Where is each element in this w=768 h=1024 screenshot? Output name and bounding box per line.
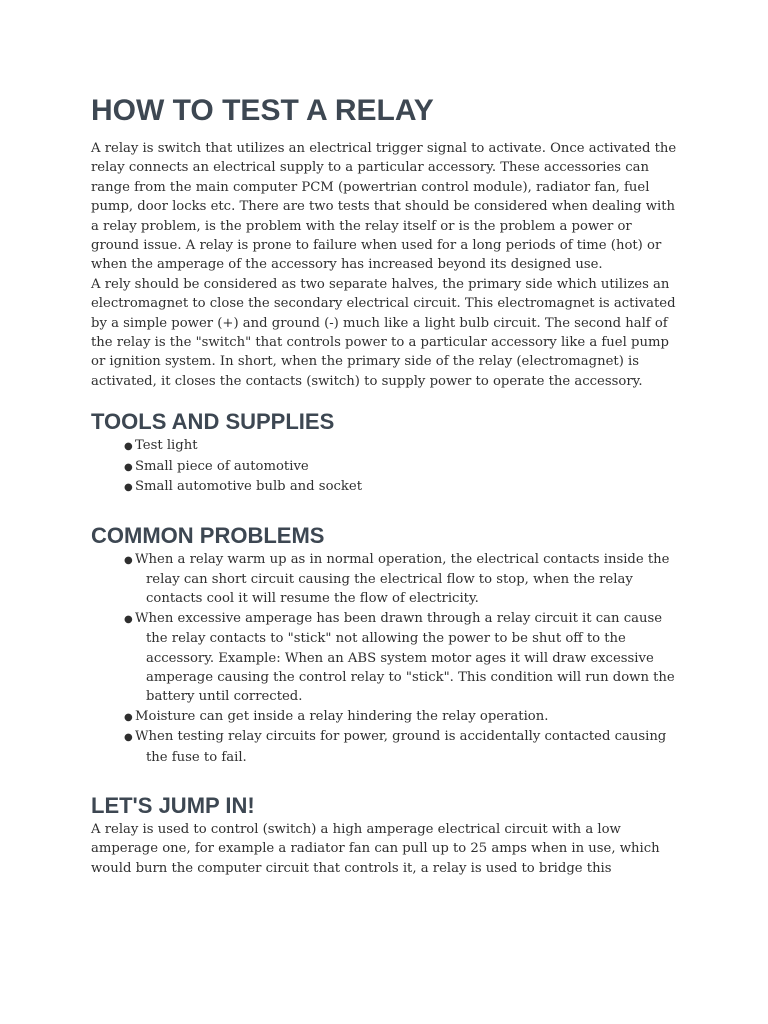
list-item-text: When testing relay circuits for power, ground is accidentally contacted causing the fuse to fail. — [135, 729, 667, 765]
bullet-icon: ● — [124, 461, 133, 473]
list-item — [91, 477, 683, 497]
bullet-icon: ● — [124, 613, 133, 625]
bullet-icon: ● — [124, 732, 133, 744]
bullet-icon: ● — [124, 711, 133, 723]
jump-in-paragraph: A relay is used to control (switch) a high amperage electrical circuit with a low amperage one, for example a radiator fan can pull up to 25 amps when in use, which would burn the computer circuit that controls it, a relay is used to bridge this — [91, 821, 660, 876]
list-item — [91, 550, 683, 609]
list-item-text: Small piece of automotive — [135, 458, 309, 474]
list-item-text: Test light — [135, 438, 198, 454]
list-item — [91, 707, 683, 727]
page-title: HOW TO TEST A RELAY — [91, 94, 434, 127]
bullet-icon: ● — [124, 482, 133, 494]
jump-in-heading: LET'S JUMP IN! — [91, 792, 255, 818]
common-problems-list — [91, 550, 683, 767]
article-body — [91, 92, 683, 878]
list-item-text: Moisture can get inside a relay hindering the relay operation. — [135, 708, 549, 724]
list-item — [91, 457, 683, 477]
list-item-text: When excessive amperage has been drawn through a relay circuit it can cause the relay contacts to "stick" not allowing the power to be shut off to the accessory. Example: When an ABS system motor ages it will draw excessive amperage causing the control relay to "stick". This condition will run down the battery until corrected. — [135, 610, 675, 705]
list-item — [91, 609, 683, 707]
bullet-icon: ● — [124, 441, 133, 453]
list-item — [91, 436, 683, 456]
list-item-text: Small automotive bulb and socket — [135, 479, 362, 495]
tools-heading: TOOLS AND SUPPLIES — [91, 409, 335, 435]
bullet-icon: ● — [124, 554, 133, 566]
list-item — [91, 727, 683, 767]
intro-paragraph-1: A relay is switch that utilizes an electrical trigger signal to activate. Once activated the relay connects an electrical supply to a particular accessory. These accessories can range from the main computer PCM (powertrian control module), radiator fan, fuel pump, door locks etc. There are two tests that should be considered when dealing with a relay problem, is the problem with the relay itself or is the problem a power or ground issue. A relay is prone to failure when used for a long periods of time (hot) or when the amperage of the accessory has increased beyond its designed use. — [91, 141, 677, 273]
common-problems-heading: COMMON PROBLEMS — [91, 522, 325, 548]
intro-paragraph-2: A rely should be considered as two separate halves, the primary side which utilizes an electromagnet to close the secondary electrical circuit. This electromagnet is activated by a simple power (+) and ground (-) much like a light bulb circuit. The second half of the relay is the "switch" that controls power to a particular accessory like a fuel pump or ignition system. In short, when the primary side of the relay (electromagnet) is activated, it closes the contacts (switch) to supply power to operate the accessory. — [91, 276, 676, 389]
list-item-text: When a relay warm up as in normal operation, the electrical contacts inside the relay can short circuit causing the electrical flow to stop, when the relay contacts cool it will resume the flow of electricity. — [135, 551, 670, 607]
tools-list — [91, 436, 683, 497]
